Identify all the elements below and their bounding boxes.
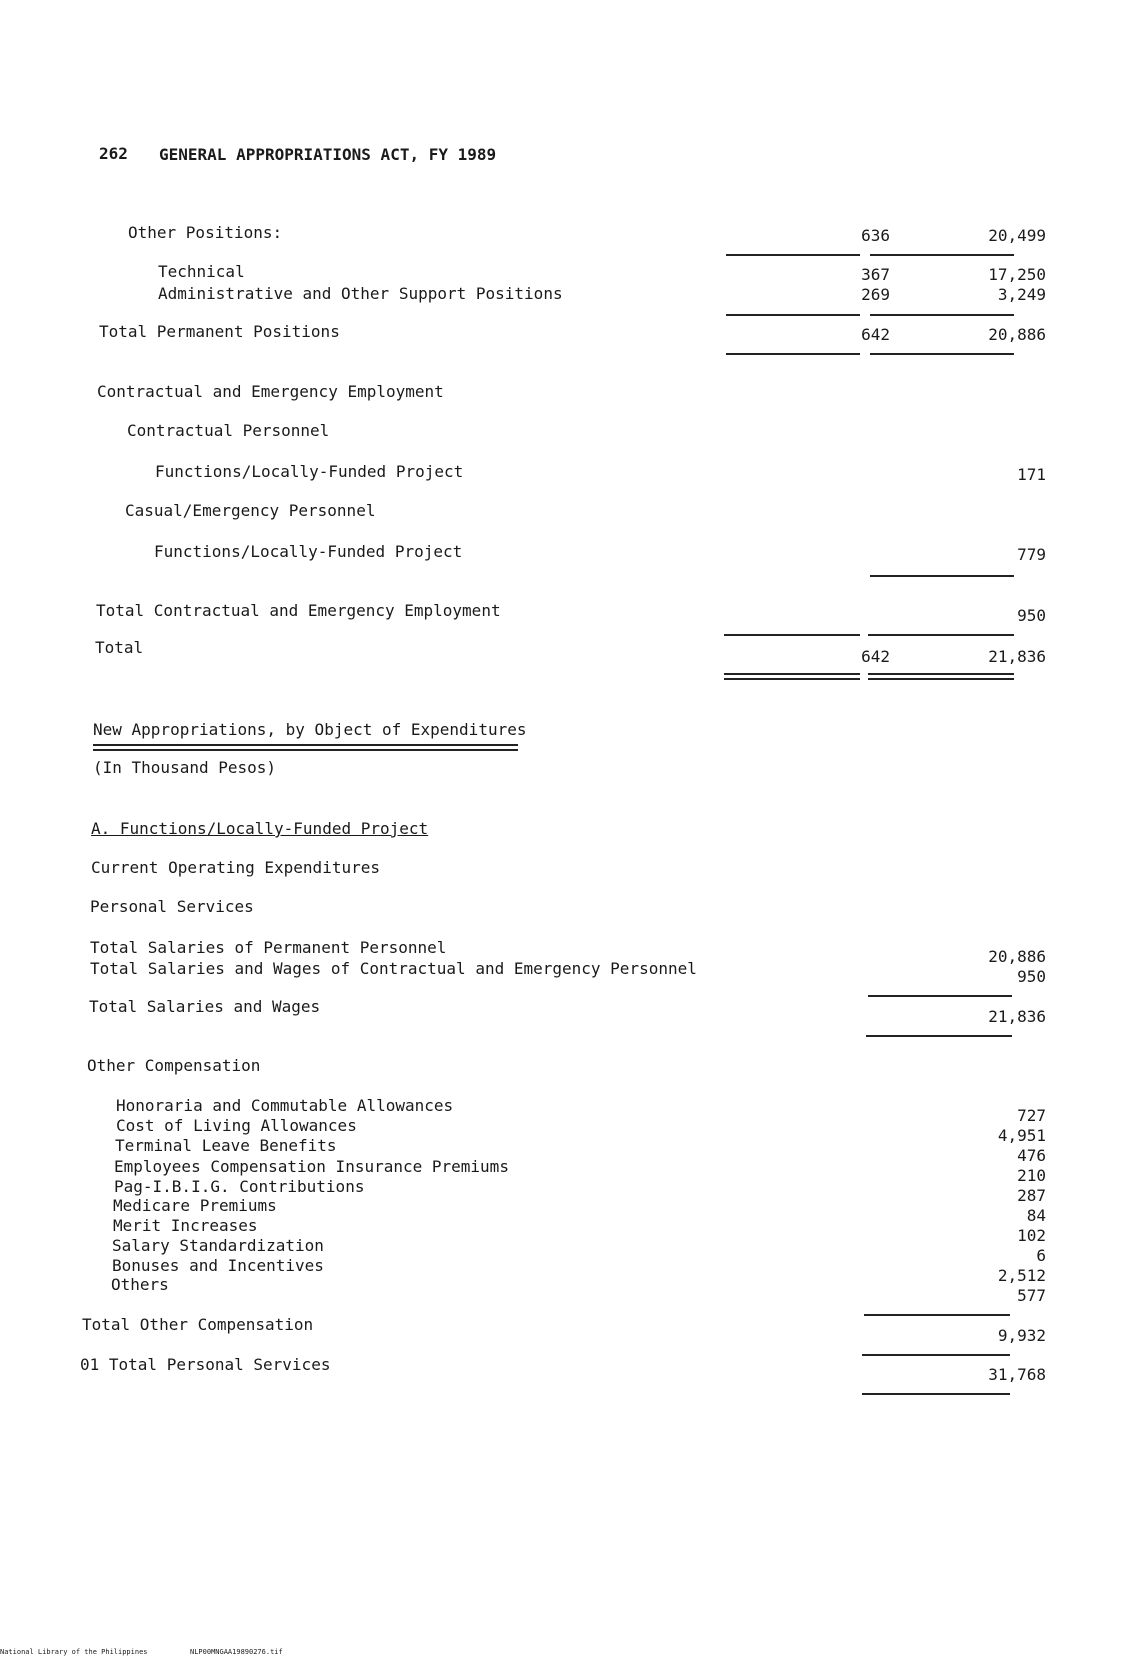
total-count: 642 [861,647,890,666]
total-label: Total [95,638,144,657]
page-number: 262 [99,144,128,163]
rule-col2 [870,353,1014,355]
list-item-label: Others [111,1275,169,1294]
double-rule-col2 [868,673,1014,680]
total-permanent-count: 642 [861,325,890,344]
other-positions-label: Other Positions: [128,223,283,242]
other-compensation-heading: Other Compensation [87,1056,261,1075]
total-personal-services-label: 01 Total Personal Services [80,1355,331,1374]
total-other-compensation-label: Total Other Compensation [82,1315,314,1334]
footer-file: NLP00MNGAA19890276.tif [190,1648,283,1656]
list-item-amount: 84 [1026,1206,1046,1225]
rule-col2 [870,575,1014,577]
rule-col2 [862,1354,1010,1356]
list-item-amount: 287 [1017,1186,1046,1205]
contractual-personnel-heading: Contractual Personnel [127,421,330,440]
total-permanent-label: Total Permanent Positions [99,322,340,341]
other-positions-count: 636 [861,226,890,245]
contractual-emergency-heading: Contractual and Emergency Employment [97,382,444,401]
contractual-project-label: Functions/Locally-Funded Project [155,462,464,481]
casual-project-label: Functions/Locally-Funded Project [154,542,463,561]
contractual-project-amount: 171 [1017,465,1046,484]
total-amount: 21,836 [988,647,1046,666]
rule-col2 [868,634,1014,636]
heading-double-underline [93,744,518,751]
personal-services-heading: Personal Services [90,897,254,916]
rule-col2 [864,1314,1010,1316]
admin-count: 269 [861,285,890,304]
rule-col1 [726,353,860,355]
list-item-label: Pag-I.B.I.G. Contributions [114,1177,365,1196]
casual-project-amount: 779 [1017,545,1046,564]
total-other-compensation-amount: 9,932 [997,1326,1046,1345]
list-item-amount: 6 [1036,1246,1046,1265]
salaries-permanent-amount: 20,886 [988,947,1046,966]
rule-col2 [866,1035,1012,1037]
section-a-heading: A. Functions/Locally-Funded Project [91,819,429,838]
salaries-contractual-label: Total Salaries and Wages of Contractual and Emergency Personnel [90,959,697,978]
list-item-amount: 4,951 [997,1126,1046,1145]
list-item-label: Honoraria and Commutable Allowances [116,1096,454,1115]
list-item-amount: 2,512 [997,1266,1046,1285]
list-item-label: Salary Standardization [112,1236,324,1255]
rule-col2 [870,254,1014,256]
total-salaries-amount: 21,836 [988,1007,1046,1026]
list-item-label: Cost of Living Allowances [116,1116,357,1135]
other-positions-amount: 20,499 [988,226,1046,245]
list-item-label: Medicare Premiums [113,1196,277,1215]
rule-col1 [726,254,860,256]
rule-col2 [870,314,1014,316]
new-appropriations-heading: New Appropriations, by Object of Expenditures [93,720,527,739]
casual-personnel-heading: Casual/Emergency Personnel [125,501,376,520]
current-operating-heading: Current Operating Expenditures [91,858,380,877]
list-item-label: Terminal Leave Benefits [115,1136,337,1155]
total-salaries-label: Total Salaries and Wages [89,997,321,1016]
technical-label: Technical [158,262,245,281]
list-item-amount: 102 [1017,1226,1046,1245]
total-contractual-amount: 950 [1017,606,1046,625]
rule-col1 [724,634,860,636]
list-item-amount: 210 [1017,1166,1046,1185]
list-item-amount: 727 [1017,1106,1046,1125]
double-rule-col1 [724,673,860,680]
total-permanent-amount: 20,886 [988,325,1046,344]
technical-amount: 17,250 [988,265,1046,284]
list-item-label: Merit Increases [113,1216,258,1235]
list-item-label: Bonuses and Incentives [112,1256,324,1275]
page-title: GENERAL APPROPRIATIONS ACT, FY 1989 [159,145,497,164]
rule-col2 [868,995,1012,997]
salaries-contractual-amount: 950 [1017,967,1046,986]
rule-col2 [862,1393,1010,1395]
technical-count: 367 [861,265,890,284]
list-item-amount: 577 [1017,1286,1046,1305]
total-contractual-label: Total Contractual and Emergency Employment [96,601,501,620]
admin-amount: 3,249 [997,285,1046,304]
list-item-label: Employees Compensation Insurance Premiums [114,1157,509,1176]
footer-library: National Library of the Philippines [0,1648,148,1656]
unit-note: (In Thousand Pesos) [93,758,277,777]
salaries-permanent-label: Total Salaries of Permanent Personnel [90,938,447,957]
admin-label: Administrative and Other Support Positions [158,284,563,303]
list-item-amount: 476 [1017,1146,1046,1165]
rule-col1 [726,314,860,316]
total-personal-services-amount: 31,768 [988,1365,1046,1384]
